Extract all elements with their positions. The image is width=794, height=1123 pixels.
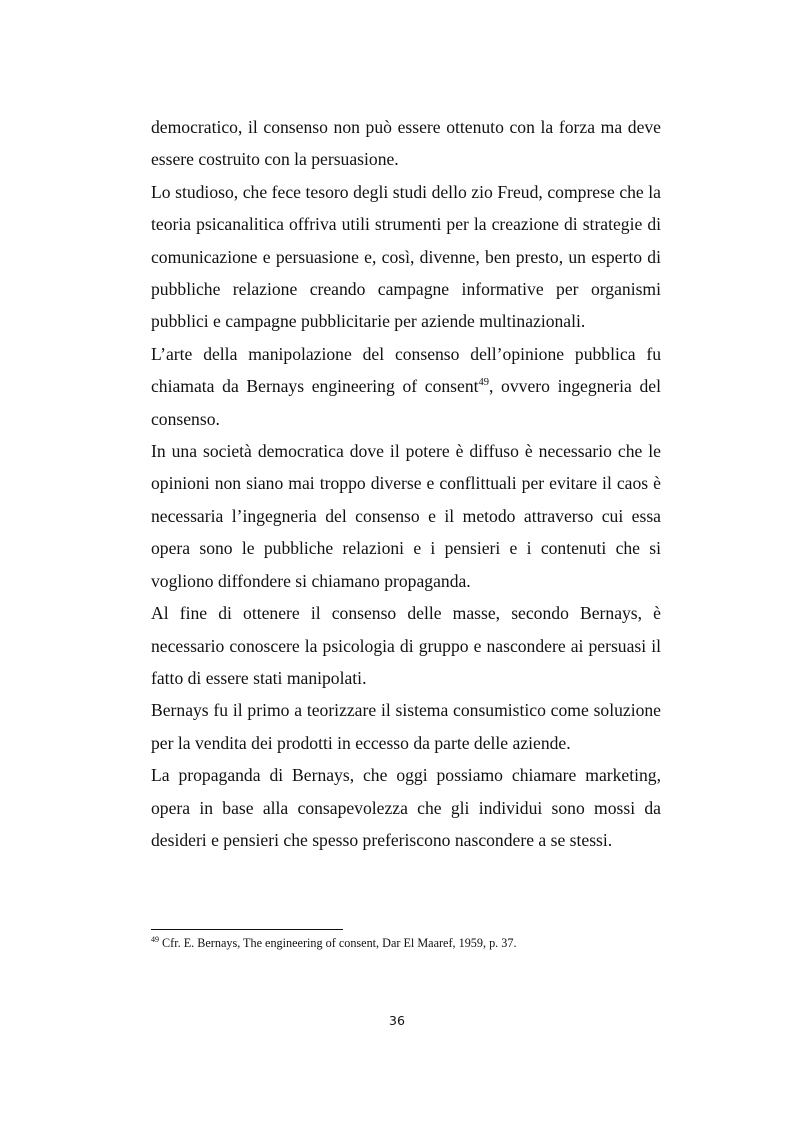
footnote-separator	[151, 929, 343, 930]
paragraph-studioso-freud: Lo studioso, che fece tesoro degli studi dello zio Freud, comprese che la teoria psicanalitica offriva utili strumenti per la creazione di strategie di comunicazione e persuasione e, così, divenne, ben presto, un esperto di pubbliche relazione creando campagne informative per organismi pubblici e campagne pubblicitarie per aziende multinazionali.	[151, 181, 661, 332]
body-text	[151, 111, 661, 856]
paragraph-sistema-consumistico: Bernays fu il primo a teorizzare il sistema consumistico come soluzione per la vendita dei prodotti in eccesso da parte delle aziende.	[151, 700, 661, 753]
paragraph-societa-democratica: In una società democratica dove il potere è diffuso è necessario che le opinioni non siano mai troppo diverse e conflittuali per evitare il caos è necessaria l’ingegneria del consenso e il metodo attraverso cui essa opera sono le pubbliche relazioni e i pensieri e i contenuti che si vogliono diffondere si chiamano propaganda.	[151, 441, 661, 591]
paragraph-propaganda-marketing: La propaganda di Bernays, che oggi possiamo chiamare marketing, opera in base alla consapevolezza che gli individui sono mossi da desideri e pensieri che spesso preferiscono nascondere a se stessi.	[151, 765, 661, 850]
page-number: 36	[389, 1013, 405, 1028]
footnote-number: 49	[151, 935, 159, 944]
footnote-text: Cfr. E. Bernays, The engineering of consent, Dar El Maaref, 1959, p. 37.	[159, 936, 517, 950]
paragraph-consenso-persuasione: democratico, il consenso non può essere ottenuto con la forza ma deve essere costruito con la persuasione.	[151, 117, 661, 170]
footnote	[151, 935, 671, 951]
footnote-reference[interactable]: 49	[478, 377, 489, 389]
paragraph-text-after-ref: , ovvero ingegneria del consenso.	[151, 376, 661, 429]
paragraph-engineering-of-consent	[151, 338, 661, 435]
paragraph-text-before-ref: L’arte della manipolazione del consenso dell’opinione pubblica fu chiamata da Bernays engineering of consent	[151, 343, 661, 397]
paragraph-consenso-masse: Al fine di ottenere il consenso delle masse, secondo Bernays, è necessario conoscere la psicologia di gruppo e nascondere ai persuasi il fatto di essere stati manipolati.	[151, 603, 661, 688]
